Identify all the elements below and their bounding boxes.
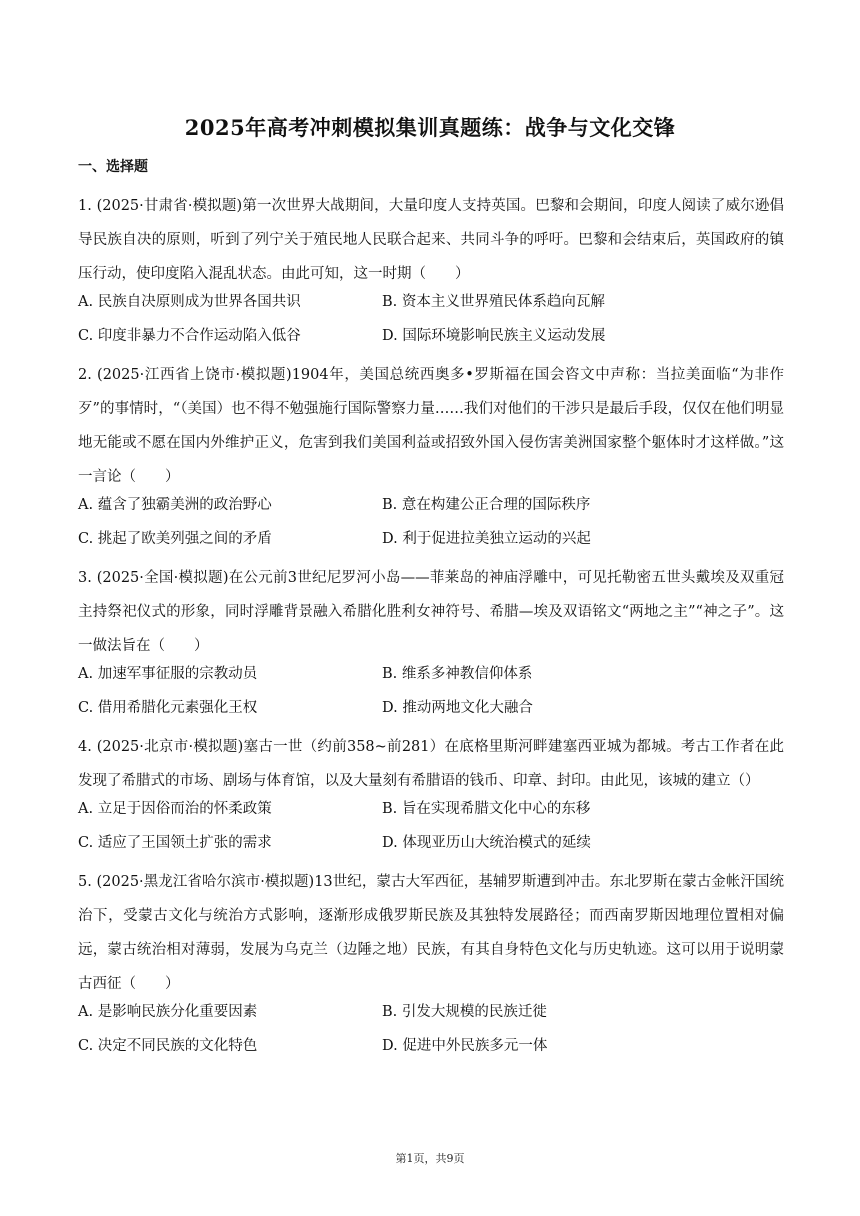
question-5-option-a[interactable]: A. 是影响民族分化重要因素: [78, 1004, 258, 1020]
question-4-option-b[interactable]: B. 旨在实现希腊文化中心的东移: [382, 801, 591, 817]
question-4-option-c[interactable]: C. 适应了王国领土扩张的需求: [78, 835, 272, 851]
question-5-option-b[interactable]: B. 引发大规模的民族迁徙: [382, 1004, 547, 1020]
question-1-option-c[interactable]: C. 印度非暴力不合作运动陷入低谷: [78, 328, 301, 344]
question-1-option-b[interactable]: B. 资本主义世界殖民体系趋向瓦解: [382, 294, 605, 310]
question-5-option-c[interactable]: C. 决定不同民族的文化特色: [78, 1038, 258, 1054]
question-1-stem: 1. (2025·甘肃省·模拟题)第一次世界大战期间，大量印度人支持英国。巴黎和会期间，印度人阅读了威尔逊倡导民族自决的原则，听到了列宁关于殖民地人民联合起来、共同斗争的呼吁。巴黎和会结束后，英国政府的镇压行动，使印度陷入混乱状态。由此可知，这一时期（ ）: [78, 198, 784, 282]
document-title: 2025年高考冲刺模拟集训真题练：战争与文化交锋: [184, 115, 676, 140]
question-2-stem: 2. (2025·江西省上饶市·模拟题)1904年，美国总统西奥多•罗斯福在国会咨文中声称：当拉美面临“为非作歹”的事情时，“（美国）也不得不勉强施行国际警察力量……我们对他们的干涉只是最后手段，仅仅在他们明显地无能或不愿在国内外维护正义，危害到我们美国利益或招致外国入侵伤害美洲国家整个躯体时才这样做。”这一言论（ ）: [78, 367, 784, 485]
question-3-option-c[interactable]: C. 借用希腊化元素强化王权: [78, 700, 258, 716]
question-4-option-d[interactable]: D. 体现亚历山大统治模式的延续: [382, 835, 591, 851]
section-heading: 一、选择题: [78, 159, 148, 175]
question-2-option-d[interactable]: D. 利于促进拉美独立运动的兴起: [382, 531, 591, 547]
question-3-option-d[interactable]: D. 推动两地文化大融合: [382, 700, 533, 716]
question-1-option-d[interactable]: D. 国际环境影响民族主义运动发展: [382, 328, 606, 344]
page-footer: 第1页，共9页: [395, 1152, 465, 1165]
question-2-option-c[interactable]: C. 挑起了欧美列强之间的矛盾: [78, 531, 272, 547]
question-5-stem: 5. (2025·黑龙江省哈尔滨市·模拟题)13世纪，蒙古大军西征，基辅罗斯遭到冲击。东北罗斯在蒙古金帐汗国统治下，受蒙古文化与统治方式影响，逐渐形成俄罗斯民族及其独特发展路径；而西南罗斯因地理位置相对偏远，蒙古统治相对薄弱，发展为乌克兰（边陲之地）民族，有其自身特色文化与历史轨迹。这可以用于说明蒙古西征（ ）: [78, 874, 784, 992]
question-2-option-a[interactable]: A. 蕴含了独霸美洲的政治野心: [78, 497, 272, 513]
question-3-option-a[interactable]: A. 加速军事征服的宗教动员: [78, 666, 258, 682]
question-4-stem: 4. (2025·北京市·模拟题)塞古一世（约前358~前281）在底格里斯河畔建塞西亚城为都城。考古工作者在此发现了希腊式的市场、剧场与体育馆，以及大量刻有希腊语的钱币、印章、封印。由此见，该城的建立（）: [78, 739, 784, 789]
question-4-option-a[interactable]: A. 立足于因俗而治的怀柔政策: [78, 801, 272, 817]
question-2-option-b[interactable]: B. 意在构建公正合理的国际秩序: [382, 497, 591, 513]
question-5-option-d[interactable]: D. 促进中外民族多元一体: [382, 1038, 548, 1054]
question-3-option-b[interactable]: B. 维系多神教信仰体系: [382, 666, 533, 682]
question-1-option-a[interactable]: A. 民族自决原则成为世界各国共识: [78, 294, 301, 310]
question-3-stem: 3. (2025·全国·模拟题)在公元前3世纪尼罗河小岛——菲莱岛的神庙浮雕中，可见托勒密五世头戴埃及双重冠主持祭祀仪式的形象，同时浮雕背景融入希腊化胜利女神符号、希腊—埃及双语铭文“两地之主”“神之子”。这一做法旨在（ ）: [78, 570, 784, 654]
